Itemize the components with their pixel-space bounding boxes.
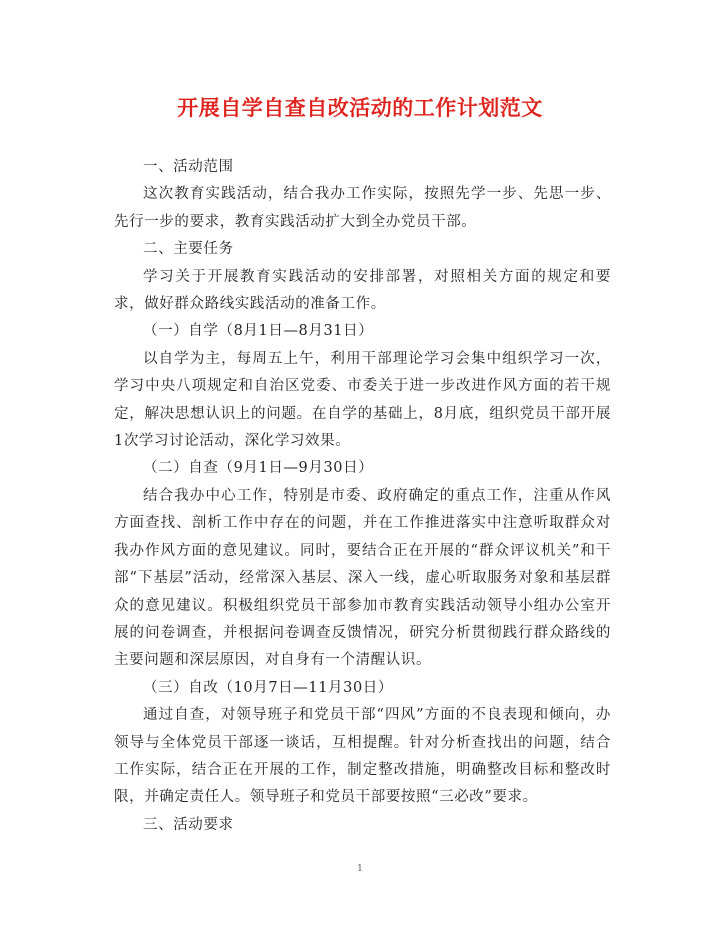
subheading-self-check: （二）自查（9月1日—9月30日） — [143, 460, 374, 477]
paragraph-self-correct: 通过自查，对领导班子和党员干部“四风”方面的不良表现和倾向，办领导与全体党员干部逐一谈话，互相提醒。针对分析查找出的问题，结合工作实际，结合正在开展的工作，制定整改措施，明确整改目标和整改时限，并确定责任人。领导班子和党员干部要按照“三必改”要求。 — [114, 707, 611, 806]
paragraph-self-study: 以自学为主，每周五上午，利用干部理论学习会集中组织学习一次，学习中央八项规定和自治区党委、市委关于进一步改进作风方面的若干规定，解决思想认识上的问题。在自学的基础上，8月底，组织党员干部开展1次学习讨论活动，深化学习效果。 — [114, 350, 611, 450]
paragraph-self-check: 结合我办中心工作，特别是市委、政府确定的重点工作，注重从作风方面查找、剖析工作中存在的问题，并在工作推进落实中注意听取群众对我办作风方面的意见建议。同时，要结合正在开展的“群众评议机关”和干部“下基层”活动，经常深入基层、深入一线，虚心听取服务对象和基层群众的意见建议。积极组织党员干部参加市教育实践活动领导小组办公室开展的问卷调查，并根据问卷调查反馈情况，研究分析贯彻践行群众路线的主要问题和深层原因，对自身有一个清醒认识。 — [114, 487, 611, 669]
document-body — [114, 154, 611, 839]
document-title: 开展自学自查自改活动的工作计划范文 — [177, 95, 543, 120]
page-number: 1 — [357, 864, 363, 874]
subheading-self-study: （一）自学（8月1日—8月31日） — [143, 323, 374, 340]
section-heading-scope: 一、活动范围 — [143, 159, 234, 175]
paragraph-tasks: 学习关于开展教育实践活动的安排部署，对照相关方面的规定和要求，做好群众路线实践活动的准备工作。 — [114, 268, 611, 313]
subheading-self-correct: （三）自改（10月7日—11月30日） — [143, 679, 393, 696]
section-heading-requirements: 三、活动要求 — [143, 816, 234, 833]
paragraph-scope: 这次教育实践活动，结合我办工作实际，按照先学一步、先思一步、先行一步的要求，教育实践活动扩大到全办党员干部。 — [114, 186, 611, 230]
section-heading-tasks: 二、主要任务 — [143, 241, 234, 258]
